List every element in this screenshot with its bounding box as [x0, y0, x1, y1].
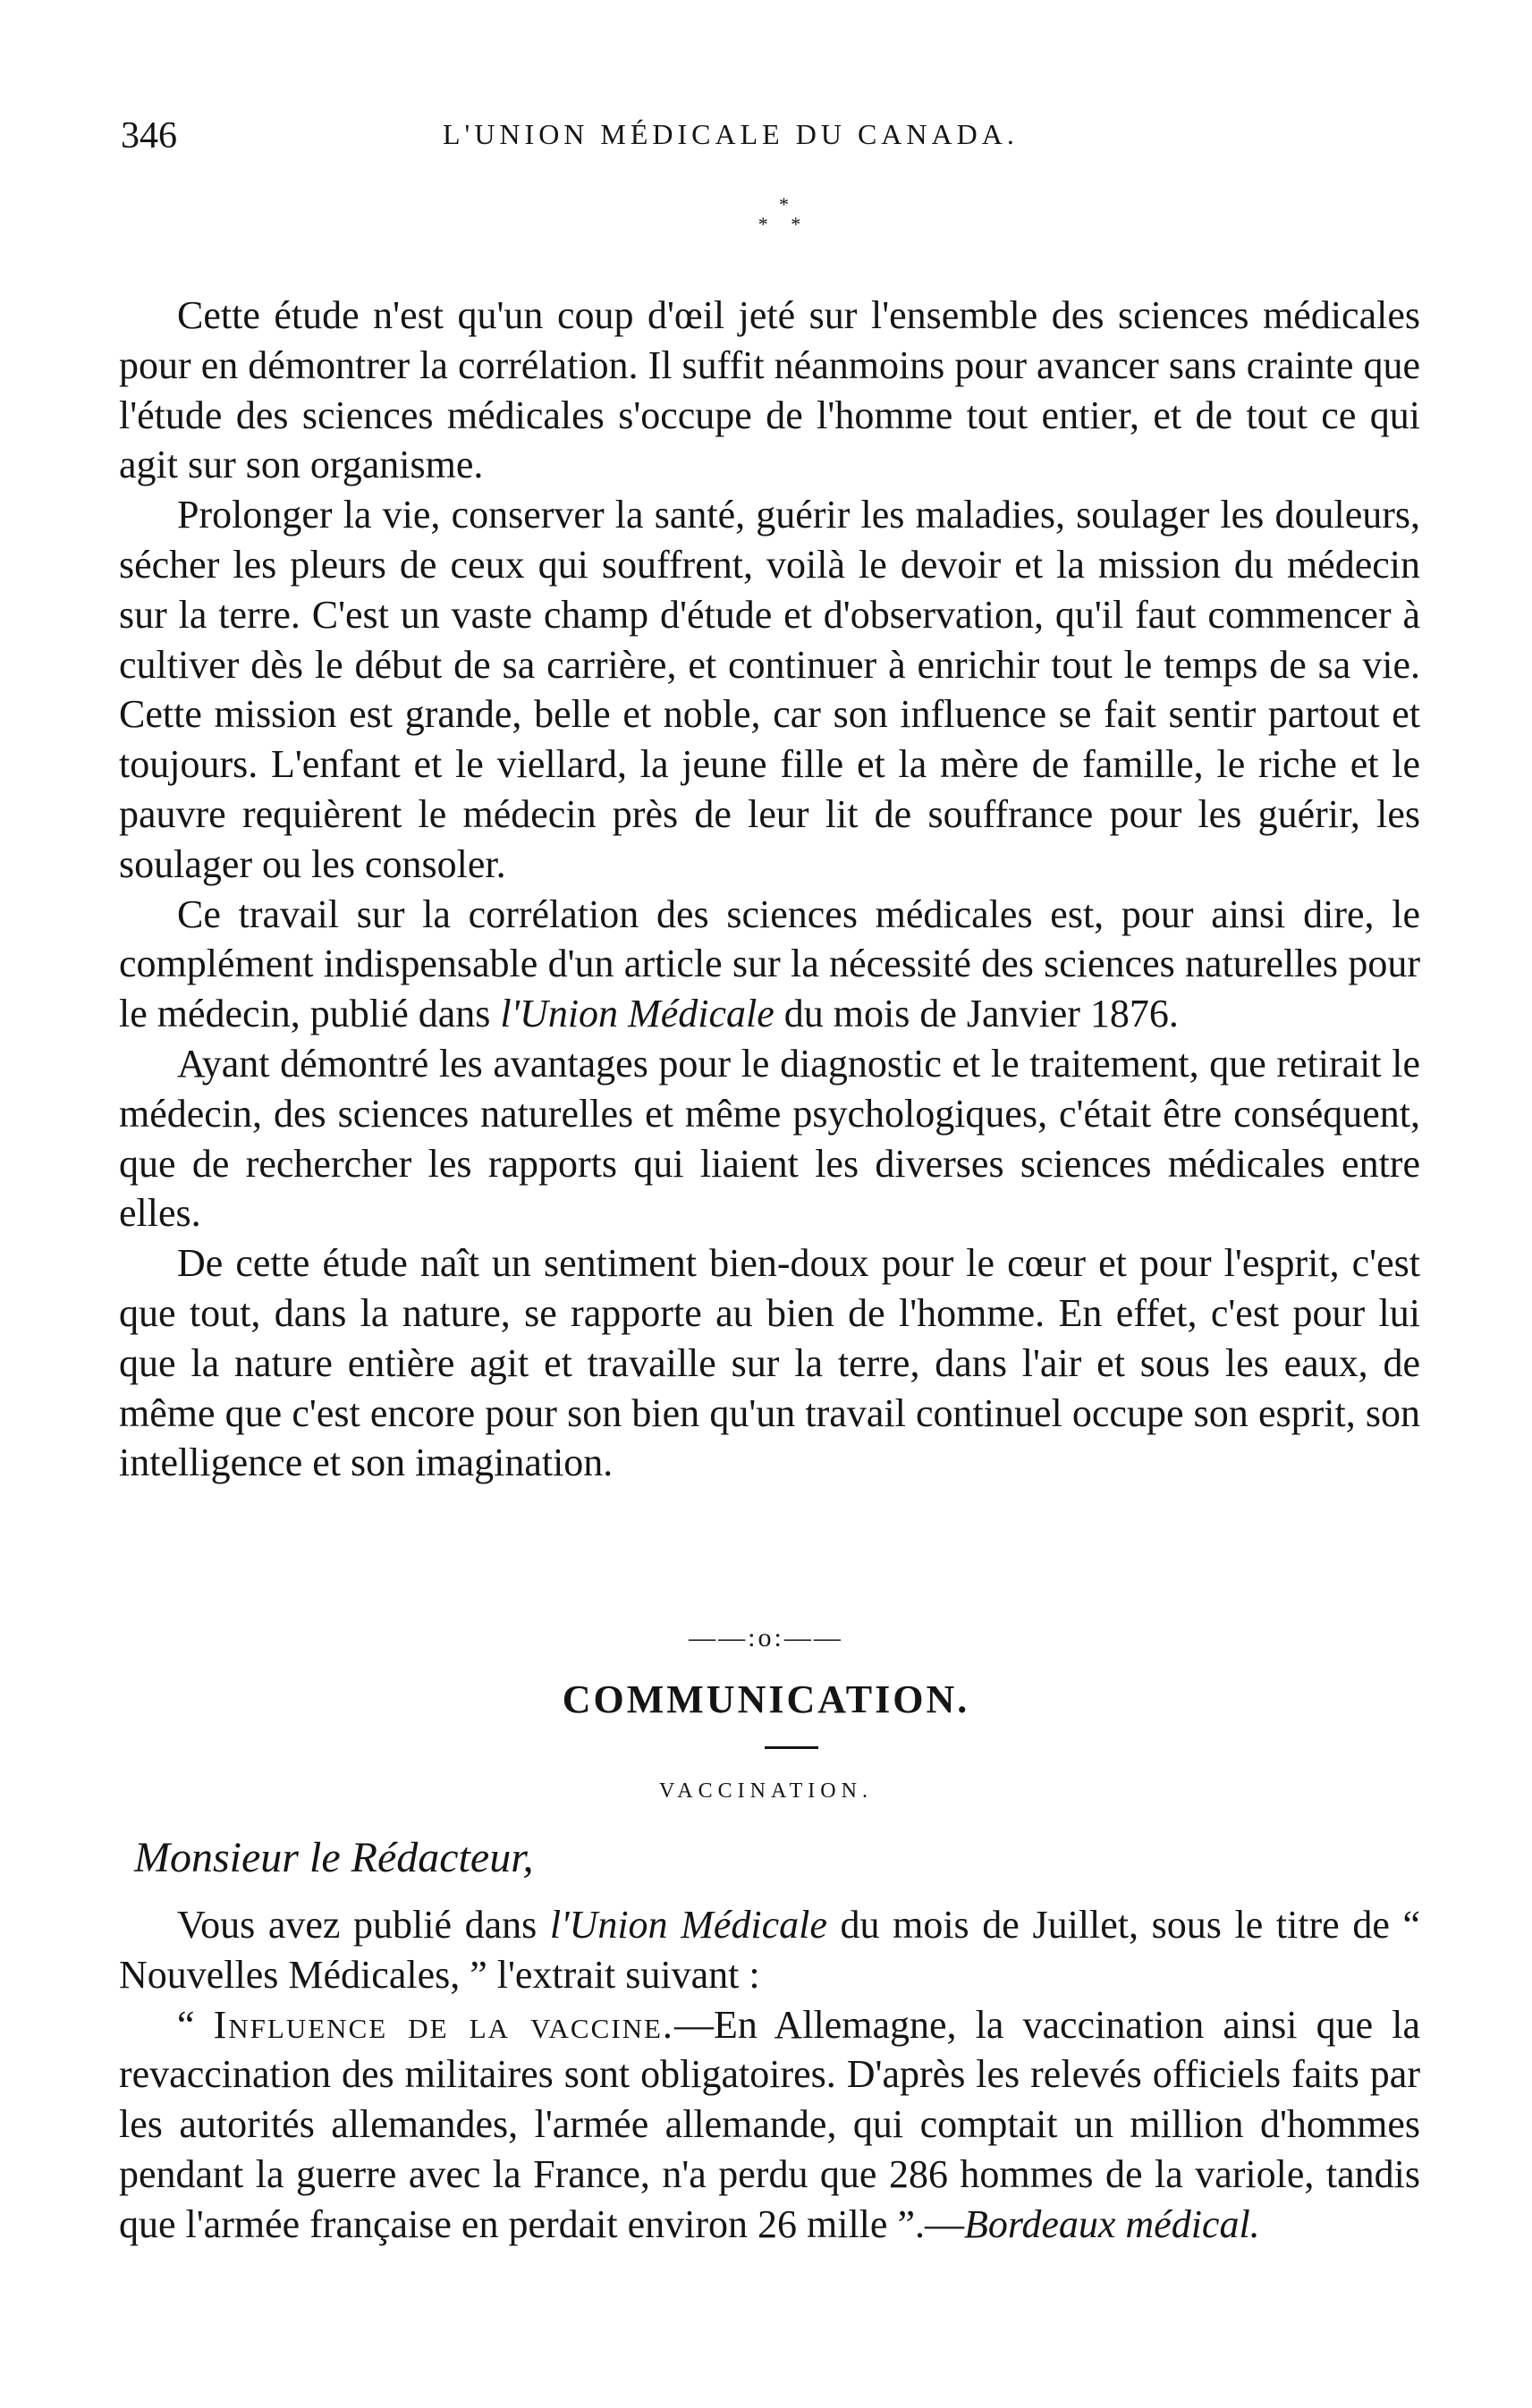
- asterism-top: *: [779, 193, 789, 215]
- section-subtitle: VACCINATION.: [659, 1779, 873, 1803]
- paragraph-3-tail: du mois de Janvier 1876.: [774, 992, 1179, 1036]
- section-title: COMMUNICATION.: [562, 1677, 970, 1721]
- asterism-bottom: * *: [758, 213, 810, 235]
- paragraph-2: Prolonger la vie, conserver la santé, guérir les maladies, soulager les douleurs, sécher les pleurs de ceux qui souffrent, voilà le devoir et la mission du médecin sur la terre. C'est un vaste champ d'étude et d'observation, qu'il faut commencer à cultiver dès le début de sa carrière, et continuer à enrichir tout le temps de sa vie. Cette mission est grande, belle et noble, car son influence se fait sentir partout et toujours. L'enfant et le viellard, la jeune fille et la mère de famille, le riche et le pauvre requièrent le médecin près de leur lit de souffrance pour les guérir, les soulager ou les consoler.: [119, 493, 1420, 886]
- quote-source: Bordeaux médical.: [963, 2201, 1260, 2246]
- letter-paragraph-1: [119, 1900, 1420, 2000]
- paragraph-3-text: Ce travail sur la corrélation des sciences médicales est, pour ainsi dire, le complément indispensable d'un article sur la nécessité des sciences naturelles pour le médecin, publié dans: [119, 891, 1420, 1036]
- letter-body: [119, 1900, 1420, 2250]
- page-number: 346: [121, 115, 177, 156]
- paragraph-3: [119, 890, 1420, 1039]
- asterism: [0, 195, 1532, 234]
- salutation: Monsieur le Rédacteur,: [134, 1834, 534, 1881]
- page-header: [121, 114, 1328, 159]
- title-rule: [765, 1746, 818, 1749]
- quote-open: “: [177, 2002, 214, 2047]
- letter-p1-after: du mois de Juillet, sous le titre de “ Nouvelles Médicales, ” l'extrait suivant :: [119, 1903, 1420, 1997]
- letter-journal-italic: l'Union Médicale: [549, 1903, 827, 1947]
- letter-quote: [119, 2000, 1420, 2250]
- quote-heading: Influence de la vaccine.: [213, 2002, 674, 2047]
- paragraph-4: Ayant démontré les avantages pour le diagnostic et le traitement, que retirait le médecin, des sciences naturelles et même psychologiques, c'était être conséquent, que de rechercher les rapports qui liaient les diverses sciences médicales entre elles.: [119, 1041, 1420, 1236]
- quote-body: —En Allemagne, la vaccination ainsi que la revaccination des militaires sont obligatoires. D'après les relevés officiels faits par les autorités allemandes, l'armée allemande, qui comptait un million d'hommes pendant la guerre avec la France, n'a perdu que 286 hommes de la variole, tandis que l'armée française en perdait environ 26 mille ”.—: [119, 2002, 1421, 2246]
- paragraph-1: Cette étude n'est qu'un coup d'œil jeté sur l'ensemble des sciences médicales pour en démontrer la corrélation. Il suffit néanmoins pour avancer sans crainte que l'étude des sciences médicales s'occupe de l'homme tout entier, et de tout ce qui agit sur son organisme.: [119, 293, 1420, 487]
- letter-p1-before: Vous avez publié dans: [177, 1903, 550, 1947]
- paragraph-5: De cette étude naît un sentiment bien-doux pour le cœur et pour l'esprit, c'est que tout, dans la nature, se rapporte au bien de l'homme. En effet, c'est pour lui que la nature entière agit et travaille sur la terre, dans l'air et sous les eaux, de même que c'est encore pour son bien qu'un travail continuel occupe son esprit, son intelligence et son imagination.: [119, 1241, 1420, 1485]
- section-separator: ——:o:——: [689, 1623, 843, 1652]
- article-body: [119, 291, 1420, 1488]
- running-title: L'UNION MÉDICALE DU CANADA.: [443, 118, 1019, 150]
- journal-name-italic: l'Union Médicale: [500, 992, 774, 1036]
